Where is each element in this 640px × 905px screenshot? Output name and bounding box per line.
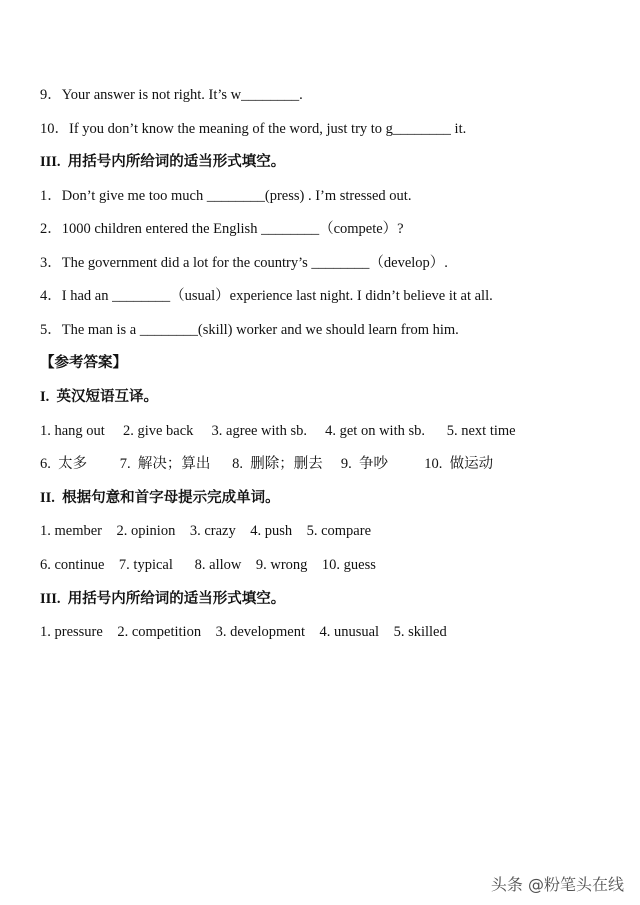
answer-part-3-heading: III. 用括号内所给词的适当形式填空。 (40, 591, 286, 607)
section-3-question-4: 4．I had an ________（usual）experience last night. I didn’t believe it at all. (40, 288, 493, 304)
question-9: 9．Your answer is not right. It’s w________. (40, 87, 303, 103)
section-3-question-2: 2．1000 children entered the English ________（compete）? (40, 221, 404, 237)
section-3-heading: III. 用括号内所给词的适当形式填空。 (40, 154, 286, 170)
watermark: 头条 @粉笔头在线 (490, 875, 624, 894)
answer-part-2-heading: II. 根据句意和首字母提示完成单词。 (40, 490, 280, 506)
section-3-question-3: 3．The government did a lot for the country’s ________（develop）. (40, 255, 448, 271)
answer-part-2-row-2: 6. continue 7. typical 8. allow 9. wrong 10. guess (40, 557, 376, 573)
question-10: 10．If you don’t know the meaning of the word, just try to g________ it. (40, 121, 467, 137)
answer-part-2-row-1: 1. member 2. opinion 3. crazy 4. push 5. compare (40, 523, 372, 539)
section-3-question-1: 1．Don’t give me too much ________(press) . I’m stressed out. (40, 188, 412, 204)
section-3-question-5: 5．The man is a ________(skill) worker and we should learn from him. (40, 322, 459, 338)
answer-part-1-row-1: 1. hang out 2. give back 3. agree with sb. 4. get on with sb. 5. next time (40, 423, 516, 439)
answer-part-1-row-2: 6. 太多 7. 解决；算出 8. 删除；删去 9. 争吵 10. 做运动 (40, 456, 494, 472)
answer-key-title: 【参考答案】 (40, 355, 127, 371)
answer-part-3-row-1: 1. pressure 2. competition 3. development 4. unusual 5. skilled (40, 624, 447, 640)
answer-part-1-heading: I. 英汉短语互译。 (40, 389, 159, 405)
